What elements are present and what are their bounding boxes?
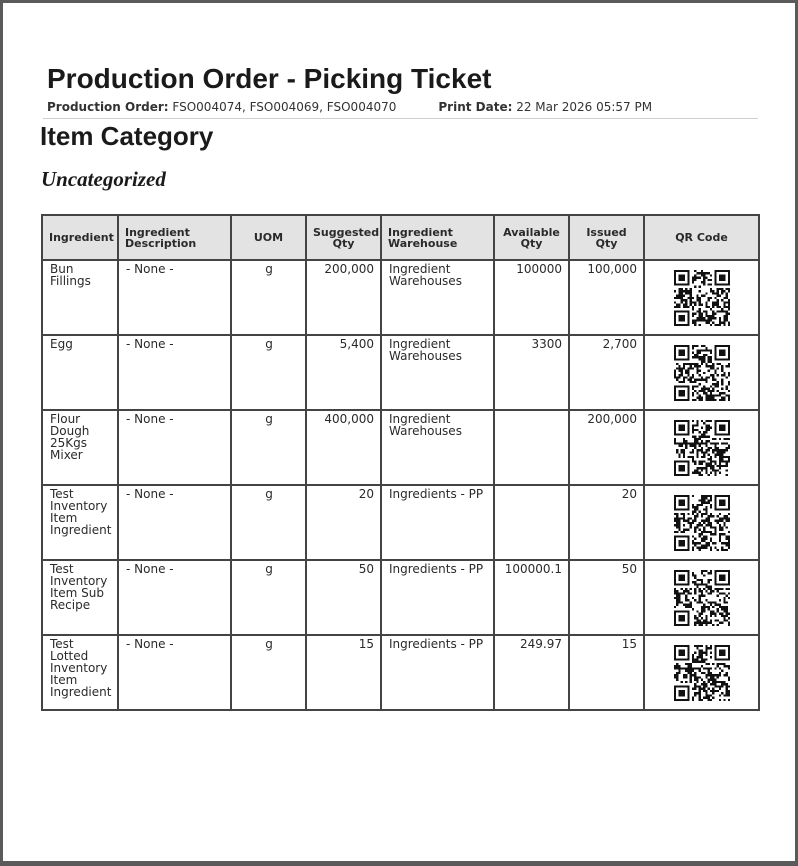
table-row <box>42 635 759 710</box>
qr-code-icon <box>674 270 730 326</box>
table-row <box>42 410 759 485</box>
uom-cell: g <box>231 635 306 710</box>
suggested-qty-cell: 20 <box>306 485 381 560</box>
available-qty-cell: 100000 <box>494 260 569 335</box>
description-cell: - None - <box>118 635 231 710</box>
qr-code-cell <box>644 260 759 335</box>
qr-code-icon <box>674 420 730 476</box>
issued-qty-cell: 200,000 <box>569 410 644 485</box>
uom-cell: g <box>231 410 306 485</box>
warehouse-cell: Ingredients - PP <box>381 560 494 635</box>
uom-cell: g <box>231 335 306 410</box>
issued-qty-cell: 50 <box>569 560 644 635</box>
available-qty-cell: 249.97 <box>494 635 569 710</box>
available-qty-cell: 3300 <box>494 335 569 410</box>
issued-qty-cell: 15 <box>569 635 644 710</box>
ingredient-cell: Egg <box>42 335 118 410</box>
category-heading: Item Category <box>40 121 214 151</box>
issued-qty-cell: 2,700 <box>569 335 644 410</box>
col-header-available-qty: Available Qty <box>494 215 569 260</box>
warehouse-cell: Ingredient Warehouses <box>381 410 494 485</box>
description-cell: - None - <box>118 485 231 560</box>
production-order-value: FSO004074, FSO004069, FSO004070 <box>172 100 397 114</box>
production-order-label: Production Order: <box>47 100 169 114</box>
available-qty-cell <box>494 485 569 560</box>
table-row <box>42 485 759 560</box>
qr-code-icon <box>674 645 730 701</box>
ingredient-cell: Flour Dough 25Kgs Mixer <box>42 410 118 485</box>
issued-qty-cell: 100,000 <box>569 260 644 335</box>
ingredient-cell: Test Inventory Item Ingredient <box>42 485 118 560</box>
ingredient-cell: Bun Fillings <box>42 260 118 335</box>
warehouse-cell: Ingredient Warehouses <box>381 335 494 410</box>
col-header-warehouse: Ingredient Warehouse <box>381 215 494 260</box>
suggested-qty-cell: 5,400 <box>306 335 381 410</box>
issued-qty-cell: 20 <box>569 485 644 560</box>
uom-cell: g <box>231 260 306 335</box>
header-divider <box>43 118 758 119</box>
qr-code-cell <box>644 410 759 485</box>
description-cell: - None - <box>118 335 231 410</box>
uom-cell: g <box>231 485 306 560</box>
available-qty-cell: 100000.1 <box>494 560 569 635</box>
qr-code-cell <box>644 635 759 710</box>
table-row <box>42 260 759 335</box>
print-date-label: Print Date: <box>438 100 513 114</box>
table-row <box>42 335 759 410</box>
qr-code-icon <box>674 495 730 551</box>
col-header-suggested-qty: Suggested Qty <box>306 215 381 260</box>
col-header-qr-code: QR Code <box>644 215 759 260</box>
table-header-row <box>42 215 759 260</box>
col-header-ingredient: Ingredient <box>42 215 118 260</box>
suggested-qty-cell: 50 <box>306 560 381 635</box>
qr-code-cell <box>644 485 759 560</box>
warehouse-cell: Ingredient Warehouses <box>381 260 494 335</box>
report-page <box>3 3 795 861</box>
suggested-qty-cell: 400,000 <box>306 410 381 485</box>
qr-code-icon <box>674 570 730 626</box>
ingredient-cell: Test Inventory Item Sub Recipe <box>42 560 118 635</box>
qr-code-cell <box>644 560 759 635</box>
suggested-qty-cell: 15 <box>306 635 381 710</box>
qr-code-cell <box>644 335 759 410</box>
category-name: Uncategorized <box>41 167 166 191</box>
available-qty-cell <box>494 410 569 485</box>
picking-table <box>41 214 760 711</box>
table-row <box>42 560 759 635</box>
uom-cell: g <box>231 560 306 635</box>
col-header-uom: UOM <box>231 215 306 260</box>
warehouse-cell: Ingredients - PP <box>381 635 494 710</box>
report-meta <box>47 100 652 114</box>
suggested-qty-cell: 200,000 <box>306 260 381 335</box>
description-cell: - None - <box>118 260 231 335</box>
print-date-value: 22 Mar 2026 05:57 PM <box>516 100 653 114</box>
description-cell: - None - <box>118 410 231 485</box>
ingredient-cell: Test Lotted Inventory Item Ingredient <box>42 635 118 710</box>
col-header-issued-qty: Issued Qty <box>569 215 644 260</box>
qr-code-icon <box>674 345 730 401</box>
description-cell: - None - <box>118 560 231 635</box>
report-title: Production Order - Picking Ticket <box>47 63 492 94</box>
col-header-description: Ingredient Description <box>118 215 231 260</box>
warehouse-cell: Ingredients - PP <box>381 485 494 560</box>
